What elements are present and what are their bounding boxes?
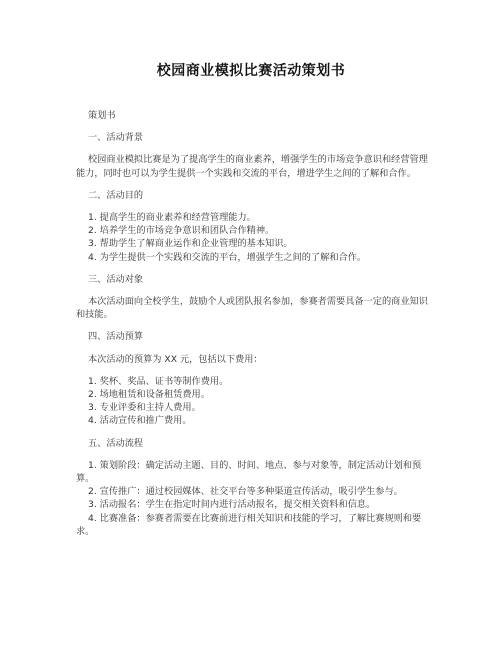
budget-item: 1. 奖杯、奖品、证书等制作费用。 — [88, 375, 229, 387]
process-item: 4. 比赛准备：参赛者需要在比赛前进行相关知识和技能的学习，了解比赛规则和要求。 — [76, 512, 422, 537]
purpose-item: 3. 帮助学生了解商业运作和企业管理的基本知识。 — [88, 238, 293, 250]
document-label: 策划书 — [88, 110, 116, 121]
process-item: 3. 活动报名：学生在指定时间内进行活动报名，提交相关资料和信息。 — [88, 499, 376, 511]
purpose-list — [88, 211, 428, 264]
document-body — [76, 109, 428, 538]
purpose-item: 2. 培养学生的市场竞争意识和团队合作精神。 — [88, 225, 275, 237]
budget-item: 2. 场地租赁和设备租赁费用。 — [88, 389, 210, 401]
budget-item: 3. 专业评委和主持人费用。 — [88, 402, 201, 414]
process-item: 2. 宣传推广：通过校园媒体、社交平台等多种渠道宣传活动，吸引学生参与。 — [88, 486, 403, 498]
section-body-target: 本次活动面向全校学生，鼓励个人或团队报名参加，参赛者需要具备一定的商业知识和技能。 — [76, 296, 428, 321]
budget-list — [88, 375, 428, 428]
process-item: 1. 策划阶段：确定活动主题、目的、时间、地点、参与对象等，制定活动计划和预算。 — [76, 459, 422, 485]
section-heading-process: 五、活动流程 — [88, 437, 144, 449]
purpose-item: 1. 提高学生的商业素养和经营管理能力。 — [88, 212, 256, 224]
section-heading-purpose: 二、活动目的 — [88, 189, 144, 201]
section-body-background: 校园商业模拟比赛是为了提高学生的商业素养，增强学生的市场竞争意识和经营管理能力，同时也可以为学生提供一个实践和交流的平台，增进学生之间的了解和合作。 — [76, 154, 428, 179]
section-heading-target: 三、活动对象 — [88, 273, 144, 285]
section-heading-background: 一、活动背景 — [88, 132, 144, 144]
budget-item: 4. 活动宣传和推广费用。 — [88, 415, 192, 427]
process-list — [76, 459, 428, 538]
budget-intro: 本次活动的预算为 XX 元，包括以下费用： — [88, 353, 263, 365]
purpose-item: 4. 为学生提供一个实践和交流的平台，增强学生之间的了解和合作。 — [88, 251, 367, 263]
document-title: 校园商业模拟比赛活动策划书 — [156, 63, 346, 79]
section-heading-budget: 四、活动预算 — [88, 331, 144, 343]
